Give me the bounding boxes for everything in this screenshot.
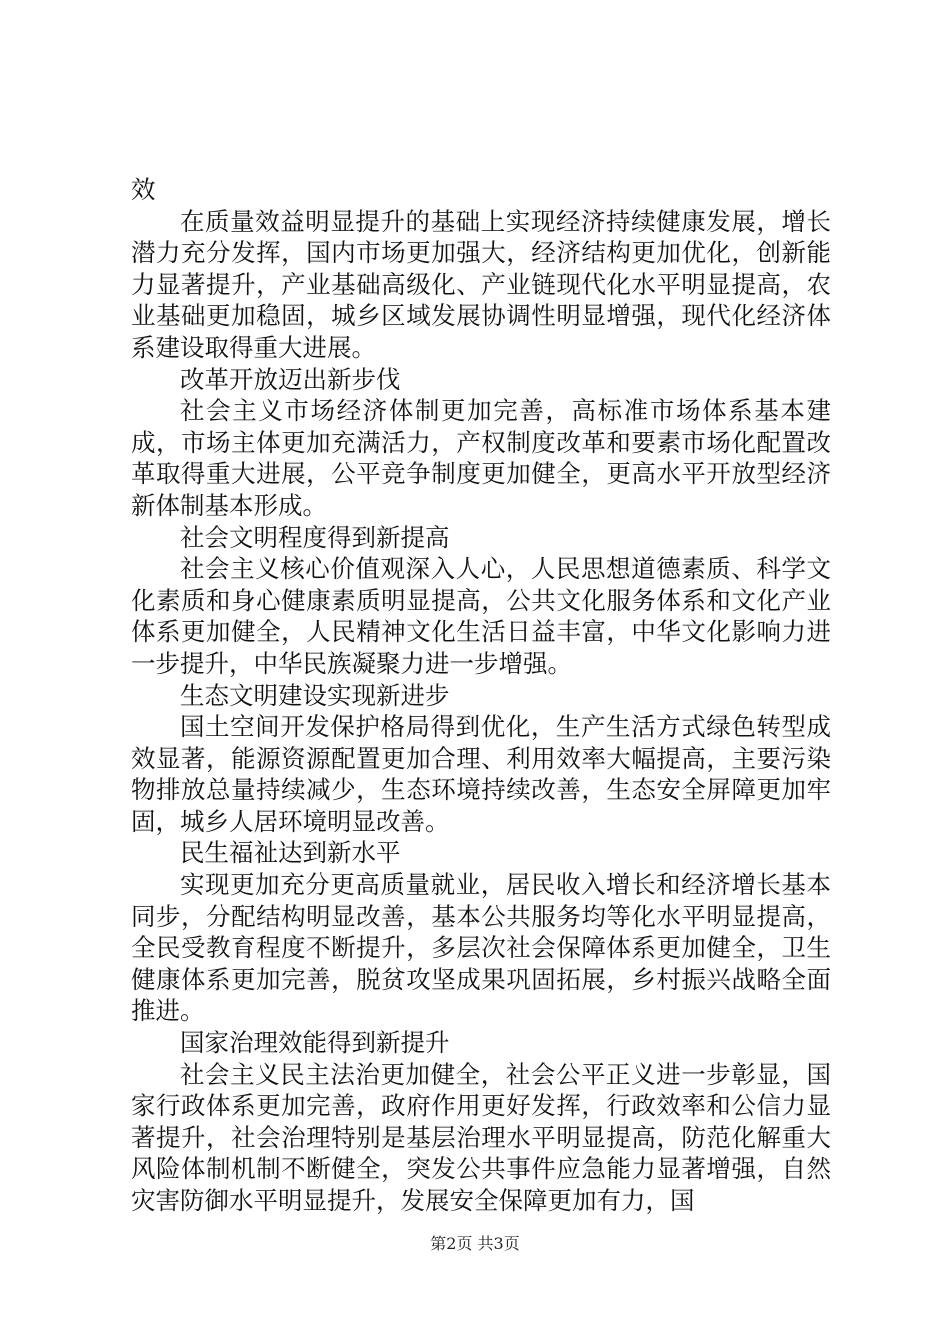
paragraph-reform-body: 社会主义市场经济体制更加完善，高标准市场体系基本建成，市场主体更加充满活力，产权制度改革和要素市场化配置改革取得重大进展，公平竞争制度更加健全，更高水平开放型经济新体制基本形成。 (131, 396, 831, 520)
section-heading-livelihood: 民生福祉达到新水平 (180, 838, 401, 868)
paragraph-1-body: 在质量效益明显提升的基础上实现经济持续健康发展，增长潜力充分发挥，国内市场更加强大，经济结构更加优化，创新能力显著提升，产业基础高级化、产业链现代化水平明显提高，农业基础更加稳固，城乡区域发展协调性明显增强，现代化经济体系建设取得重大进展。 (131, 206, 831, 362)
section-heading-reform: 改革开放迈出新步伐 (180, 364, 401, 394)
paragraph-livelihood-body: 实现更加充分更高质量就业，居民收入增长和经济增长基本同步，分配结构明显改善，基本公共服务均等化水平明显提高，全民受教育程度不断提升，多层次社会保障体系更加健全，卫生健康体系更加完善，脱贫攻坚成果巩固拓展，乡村振兴战略全面推进。 (131, 870, 831, 1026)
page-footer (0, 1231, 950, 1254)
section-heading-ecology: 生态文明建设实现新进步 (180, 680, 450, 710)
paragraph-ecology-body: 国土空间开发保护格局得到优化，生产生活方式绿色转型成效显著，能源资源配置更加合理、利用效率大幅提高，主要污染物排放总量持续减少，生态环境持续改善，生态安全屏障更加牢固，城乡人居环境明显改善。 (131, 712, 831, 836)
section-heading-civilization: 社会文明程度得到新提高 (180, 522, 450, 552)
section-heading-governance: 国家治理效能得到新提升 (180, 1028, 450, 1058)
page-indicator: 第2页 共3页 (430, 1234, 520, 1253)
document-body (131, 174, 831, 1217)
lead-fragment: 效 (131, 175, 156, 204)
paragraph-civilization-body: 社会主义核心价值观深入人心，人民思想道德素质、科学文化素质和身心健康素质明显提高，公共文化服务体系和文化产业体系更加健全，人民精神文化生活日益丰富，中华文化影响力进一步提升，中华民族凝聚力进一步增强。 (131, 554, 831, 678)
paragraph-governance-body: 社会主义民主法治更加健全，社会公平正义进一步彰显，国家行政体系更加完善，政府作用更好发挥，行政效率和公信力显著提升，社会治理特别是基层治理水平明显提高，防范化解重大风险体制机制不断健全，突发公共事件应急能力显著增强，自然灾害防御水平明显提升，发展安全保障更加有力，国 (131, 1059, 831, 1215)
